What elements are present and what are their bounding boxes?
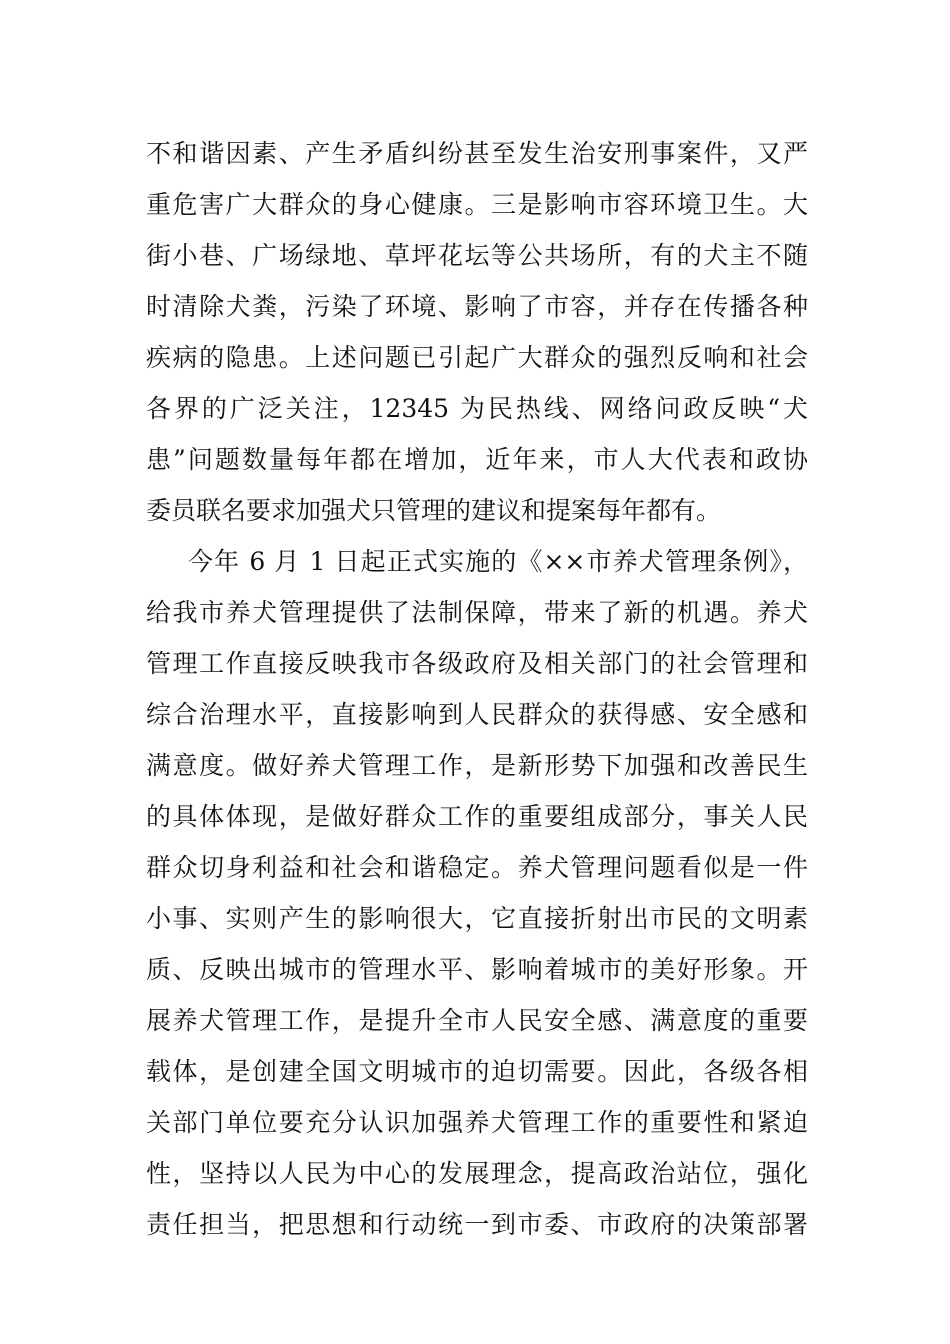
text-line: 给我市养犬管理提供了法制保障，带来了新的机遇。养犬	[146, 598, 808, 627]
text-line: 管理工作直接反映我市各级政府及相关部门的社会管理和	[146, 649, 808, 678]
text-line: 质、反映出城市的管理水平、影响着城市的美好形象。开	[146, 955, 808, 984]
text-line: 时清除犬粪，污染了环境、影响了市容，并存在传播各种	[146, 292, 808, 321]
paragraph-1	[146, 128, 808, 536]
text-line: 今年 6 月 1 日起正式实施的《××市养犬管理条例》，	[188, 547, 808, 576]
text-line: 重危害广大群众的身心健康。三是影响市容环境卫生。大	[146, 190, 808, 219]
text-line: 关部门单位要充分认识加强养犬管理工作的重要性和紧迫	[146, 1108, 808, 1137]
document-page	[146, 128, 808, 1250]
text-line: 综合治理水平，直接影响到人民群众的获得感、安全感和	[146, 700, 808, 729]
text-line: 委员联名要求加强犬只管理的建议和提案每年都有。	[146, 496, 722, 525]
text-line: 性，坚持以人民为中心的发展理念，提高政治站位，强化	[146, 1159, 808, 1188]
text-line: 各界的广泛关注，12345 为民热线、网络问政反映“犬	[146, 394, 808, 423]
text-line: 疾病的隐患。上述问题已引起广大群众的强烈反响和社会	[146, 343, 808, 372]
text-line: 小事、实则产生的影响很大，它直接折射出市民的文明素	[146, 904, 808, 933]
text-line: 展养犬管理工作，是提升全市人民安全感、满意度的重要	[146, 1006, 808, 1035]
text-line: 不和谐因素、产生矛盾纠纷甚至发生治安刑事案件，又严	[146, 139, 808, 168]
text-line: 患”问题数量每年都在增加，近年来，市人大代表和政协	[146, 445, 808, 474]
paragraph-2	[146, 536, 808, 1250]
text-line: 群众切身利益和社会和谐稳定。养犬管理问题看似是一件	[146, 853, 808, 882]
text-line: 街小巷、广场绿地、草坪花坛等公共场所，有的犬主不随	[146, 241, 808, 270]
text-line: 的具体体现，是做好群众工作的重要组成部分，事关人民	[146, 802, 808, 831]
text-line: 满意度。做好养犬管理工作，是新形势下加强和改善民生	[146, 751, 808, 780]
text-line: 载体，是创建全国文明城市的迫切需要。因此，各级各相	[146, 1057, 808, 1086]
text-line: 责任担当，把思想和行动统一到市委、市政府的决策部署	[146, 1210, 808, 1239]
